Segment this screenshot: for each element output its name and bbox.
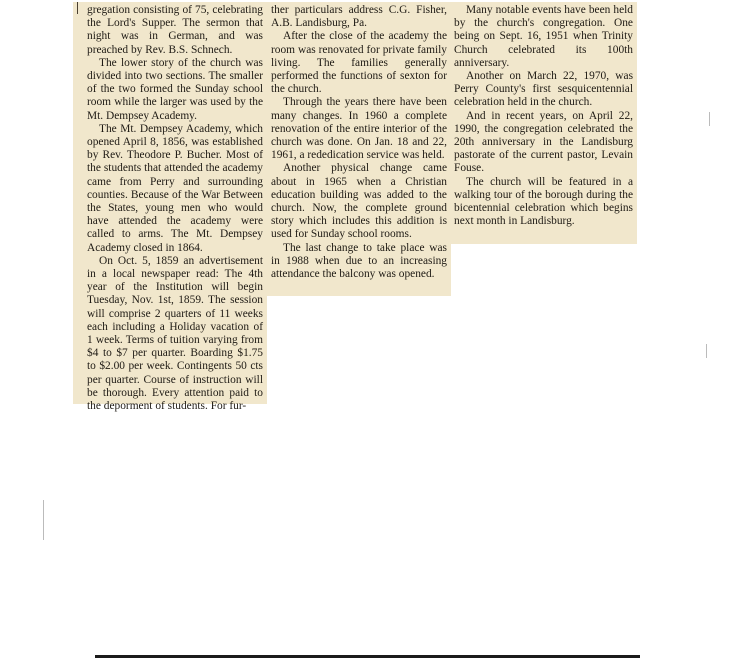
- paragraph: The Mt. Dempsey Academy, which opened April 8, 1856, was established by Rev. Theodore P. Bucher. Most of the students that attended the academy came from Perry and surrounding counties. Because of the War Between the States, young men who would have attended the academy were called to arms. The Mt. Dempsey Academy closed in 1864.: [87, 122, 263, 254]
- paragraph: Through the years there have been many changes. In 1960 a complete renovation of the entire interior of the church was done. On Jan. 18 and 22, 1961, a rededication service was held.: [271, 96, 447, 162]
- clipping-edge-mark: [77, 2, 78, 14]
- paragraph: After the close of the academy the room was renovated for private family living. The families generally performed the functions of sexton for the church.: [271, 30, 447, 96]
- scan-speck: [709, 112, 710, 126]
- paragraph: And in recent years, on April 22, 1990, the congregation celebrated the 20th anniversary in the Landisburg pastorate of the current pastor, Levain Fouse.: [454, 109, 633, 175]
- paragraph: The church will be featured in a walking tour of the borough during the bicentennial celebration which begins next month in Landisburg.: [454, 175, 633, 228]
- paragraph: ther particulars address C.G. Fisher, A.B. Landisburg, Pa.: [271, 4, 447, 30]
- scan-speck: [706, 344, 707, 358]
- paragraph: The last change to take place was in 1988 when due to an increasing attendance the balcony was opened.: [271, 241, 447, 281]
- article-column-1: [73, 2, 267, 413]
- article-column-3: [451, 2, 637, 244]
- paragraph: The lower story of the church was divided into two sections. The smaller of the two formed the Sunday school room while the larger was used by the Mt. Dempsey Academy.: [87, 56, 263, 122]
- paragraph: gregation consisting of 75, celebrating the Lord's Supper. The sermon that night was in German, and was preached by Rev. B.S. Schnech.: [87, 4, 263, 56]
- scan-speck: [43, 500, 44, 540]
- article-column-2: [267, 2, 451, 296]
- paragraph: On Oct. 5, 1859 an advertisement in a local newspaper read: The 4th year of the Institution will begin Tuesday, Nov. 1st, 1859. The session will comprise 2 quarters of 11 weeks each including a Holiday vacation of 1 week. Terms of tuition varying from $4 to $7 per quarter. Boarding $1.75 to $2.00 per week. Contingents 50 cts per quarter. Course of instruction will be thorough. Every attention paid to the deporment of students. For fur-: [87, 254, 263, 413]
- paragraph: Another physical change came about in 1965 when a Christian education building was added to the church. Now, the complete ground story which includes this addition is used for Sunday school rooms.: [271, 162, 447, 241]
- scan-bottom-edge: [95, 655, 640, 658]
- paragraph: Many notable events have been held by the church's congregation. One being on Sept. 16, 1951 when Trinity Church celebrated its 100th anniversary.: [454, 4, 633, 69]
- paragraph: Another on March 22, 1970, was Perry County's first sesquicentennial celebration held in the church.: [454, 70, 633, 109]
